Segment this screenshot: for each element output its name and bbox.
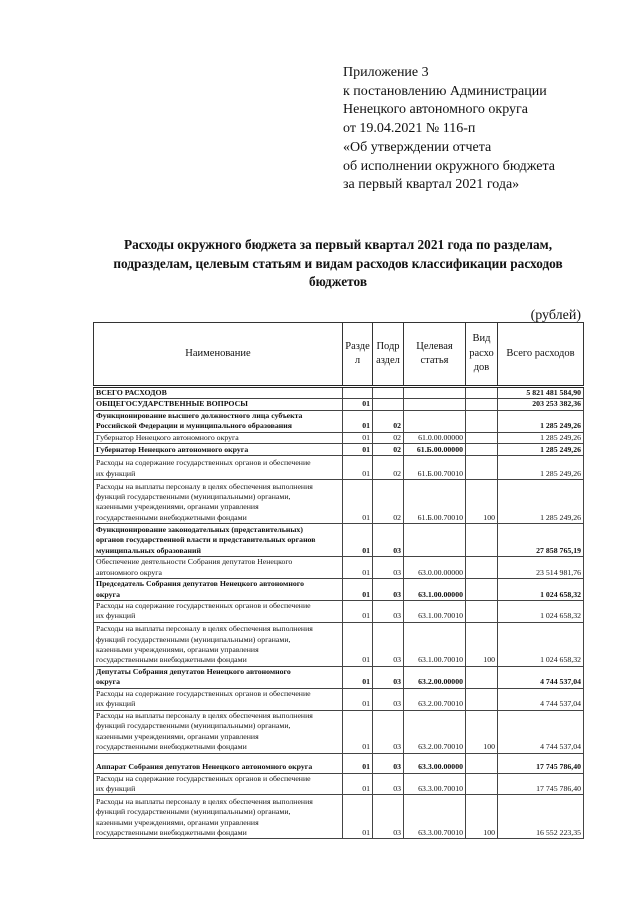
table-row — [94, 399, 584, 410]
table-row — [94, 601, 584, 623]
row-target-article — [404, 399, 466, 410]
row-name: Расходы на выплаты персоналу в целях обеспечения выполнения функций государственными (муниципальными) органами, казенными учреждениями, органами управления государственными внебюджетными фондами — [94, 622, 343, 666]
row-total: 17 745 786,40 — [498, 773, 584, 795]
row-name: Расходы на выплаты персоналу в целях обеспечения выполнения функций государственными (муниципальными) органами, казенными учреждениями, органами управления государственными внебюджетными фондами — [94, 710, 343, 753]
row-name: Губернатор Ненецкого автономного округа — [94, 432, 343, 443]
row-section: 01 — [343, 432, 373, 443]
table-row — [94, 432, 584, 443]
row-name: Аппарат Собрания депутатов Ненецкого автономного округа — [94, 753, 343, 773]
units-label: (рублей) — [530, 308, 581, 323]
table-header-row — [94, 323, 584, 387]
row-total: 1 024 658,32 — [498, 622, 584, 666]
row-target-article — [404, 387, 466, 399]
approval-line: за первый квартал 2021 года» — [343, 177, 520, 193]
row-target-article: 61.Б.00.00000 — [404, 444, 466, 456]
row-subsection: 02 — [373, 480, 404, 524]
row-expense-type: 100 — [466, 795, 498, 839]
row-section: 01 — [343, 579, 373, 601]
row-expense-type: 100 — [466, 480, 498, 524]
row-expense-type — [466, 444, 498, 456]
row-name: Расходы на содержание государственных органов и обеспечение их функций — [94, 601, 343, 623]
row-subsection: 03 — [373, 622, 404, 666]
row-target-article: 63.2.00.00000 — [404, 666, 466, 688]
row-expense-type — [466, 456, 498, 480]
row-section: 01 — [343, 456, 373, 480]
row-subsection — [373, 399, 404, 410]
row-name: Расходы на содержание государственных органов и обеспечение их функций — [94, 456, 343, 480]
row-total: 1 285 249,26 — [498, 456, 584, 480]
row-total: 5 821 481 584,90 — [498, 387, 584, 399]
row-target-article: 63.2.00.70010 — [404, 710, 466, 753]
row-expense-type — [466, 773, 498, 795]
approval-line: об исполнении окружного бюджета — [343, 158, 555, 174]
row-total: 23 514 981,76 — [498, 557, 584, 579]
row-expense-type — [466, 410, 498, 432]
row-section: 01 — [343, 622, 373, 666]
row-total: 1 285 249,26 — [498, 480, 584, 524]
row-section: 01 — [343, 666, 373, 688]
row-expense-type — [466, 524, 498, 557]
row-expense-type — [466, 753, 498, 773]
header-section: Раздел — [343, 323, 373, 387]
row-section: 01 — [343, 753, 373, 773]
row-section: 01 — [343, 688, 373, 710]
row-section — [343, 387, 373, 399]
row-total: 1 285 249,26 — [498, 410, 584, 432]
header-name: Наименование — [94, 323, 343, 387]
header-target-article: Целевая статья — [404, 323, 466, 387]
row-section: 01 — [343, 480, 373, 524]
row-name: Расходы на выплаты персоналу в целях обеспечения выполнения функций государственными (муниципальными) органами, казенными учреждениями, органами управления государственными внебюджетными фондами — [94, 480, 343, 524]
table-row — [94, 444, 584, 456]
row-total: 1 024 658,32 — [498, 601, 584, 623]
row-subsection: 03 — [373, 557, 404, 579]
table-row — [94, 753, 584, 773]
row-name: Председатель Собрания депутатов Ненецкого автономного округа — [94, 579, 343, 601]
row-name: Функционирование высшего должностного лица субъекта Российской Федерации и муниципального образования — [94, 410, 343, 432]
row-expense-type — [466, 399, 498, 410]
table-row — [94, 524, 584, 557]
row-name: Обеспечение деятельности Собрания депутатов Ненецкого автономного округа — [94, 557, 343, 579]
row-target-article: 63.3.00.70010 — [404, 773, 466, 795]
row-subsection: 03 — [373, 666, 404, 688]
row-name: ВСЕГО РАСХОДОВ — [94, 387, 343, 399]
row-subsection: 02 — [373, 432, 404, 443]
row-total: 16 552 223,35 — [498, 795, 584, 839]
row-target-article — [404, 410, 466, 432]
document-title: Расходы окружного бюджета за первый квартал 2021 года по разделам, подразделам, целевым статьям и видам расходов классификации расходов бюджетов — [113, 237, 563, 289]
row-subsection — [373, 387, 404, 399]
row-section: 01 — [343, 773, 373, 795]
table-row — [94, 622, 584, 666]
approval-line: от 19.04.2021 № 116-п — [343, 121, 476, 137]
row-section: 01 — [343, 795, 373, 839]
table-row — [94, 456, 584, 480]
expenditure-table — [93, 322, 584, 839]
row-total: 4 744 537,04 — [498, 666, 584, 688]
header-expense-type: Вид расходов — [466, 323, 498, 387]
row-subsection: 03 — [373, 773, 404, 795]
table-row — [94, 410, 584, 432]
row-expense-type — [466, 688, 498, 710]
row-target-article: 63.1.00.70010 — [404, 622, 466, 666]
row-name: Депутаты Собрания депутатов Ненецкого автономного округа — [94, 666, 343, 688]
row-subsection: 03 — [373, 579, 404, 601]
row-expense-type — [466, 601, 498, 623]
row-subsection: 03 — [373, 524, 404, 557]
row-name: Функционирование законодательных (представительных) органов государственной власти и представительных органов муниципальных образований — [94, 524, 343, 557]
row-section: 01 — [343, 410, 373, 432]
row-target-article: 63.1.00.70010 — [404, 601, 466, 623]
row-expense-type — [466, 432, 498, 443]
table-row — [94, 773, 584, 795]
row-target-article: 63.0.00.00000 — [404, 557, 466, 579]
row-name: ОБЩЕГОСУДАРСТВЕННЫЕ ВОПРОСЫ — [94, 399, 343, 410]
table-row — [94, 795, 584, 839]
row-total: 4 744 537,04 — [498, 710, 584, 753]
row-expense-type: 100 — [466, 710, 498, 753]
approval-block — [343, 64, 555, 195]
row-subsection: 02 — [373, 456, 404, 480]
row-target-article: 61.Б.00.70010 — [404, 480, 466, 524]
table-row — [94, 688, 584, 710]
table-row — [94, 480, 584, 524]
table-row — [94, 710, 584, 753]
row-expense-type — [466, 387, 498, 399]
row-expense-type — [466, 579, 498, 601]
row-name: Расходы на содержание государственных органов и обеспечение их функций — [94, 688, 343, 710]
row-subsection: 03 — [373, 710, 404, 753]
row-subsection: 03 — [373, 601, 404, 623]
row-subsection: 03 — [373, 688, 404, 710]
row-total: 203 253 382,36 — [498, 399, 584, 410]
row-expense-type: 100 — [466, 622, 498, 666]
row-total: 1 285 249,26 — [498, 444, 584, 456]
row-section: 01 — [343, 524, 373, 557]
row-section: 01 — [343, 399, 373, 410]
row-total: 1 285 249,26 — [498, 432, 584, 443]
row-name: Расходы на выплаты персоналу в целях обеспечения выполнения функций государственными (муниципальными) органами, казенными учреждениями, органами управления государственными внебюджетными фондами — [94, 795, 343, 839]
row-expense-type — [466, 666, 498, 688]
row-section: 01 — [343, 710, 373, 753]
table-row — [94, 387, 584, 399]
table-row — [94, 666, 584, 688]
row-subsection: 03 — [373, 753, 404, 773]
row-target-article: 61.0.00.00000 — [404, 432, 466, 443]
row-total: 17 745 786,40 — [498, 753, 584, 773]
row-target-article: 61.Б.00.70010 — [404, 456, 466, 480]
row-target-article: 63.2.00.70010 — [404, 688, 466, 710]
row-total: 27 858 765,19 — [498, 524, 584, 557]
row-name: Расходы на содержание государственных органов и обеспечение их функций — [94, 773, 343, 795]
header-total: Всего расходов — [498, 323, 584, 387]
row-target-article — [404, 524, 466, 557]
row-name: Губернатор Ненецкого автономного округа — [94, 444, 343, 456]
approval-line: Приложение 3 — [343, 65, 429, 80]
row-section: 01 — [343, 601, 373, 623]
row-section: 01 — [343, 444, 373, 456]
row-target-article: 63.3.00.00000 — [404, 753, 466, 773]
row-expense-type — [466, 557, 498, 579]
row-section: 01 — [343, 557, 373, 579]
row-subsection: 02 — [373, 444, 404, 456]
table-row — [94, 579, 584, 601]
row-subsection: 03 — [373, 795, 404, 839]
row-total: 4 744 537,04 — [498, 688, 584, 710]
row-total: 1 024 658,32 — [498, 579, 584, 601]
approval-line: Ненецкого автономного округа — [343, 102, 528, 118]
approval-line: к постановлению Администрации — [343, 83, 547, 99]
header-subsection: Подраздел — [373, 323, 404, 387]
row-target-article: 63.3.00.70010 — [404, 795, 466, 839]
row-subsection: 02 — [373, 410, 404, 432]
table-row — [94, 557, 584, 579]
row-target-article: 63.1.00.00000 — [404, 579, 466, 601]
approval-line: «Об утверждении отчета — [343, 139, 492, 155]
